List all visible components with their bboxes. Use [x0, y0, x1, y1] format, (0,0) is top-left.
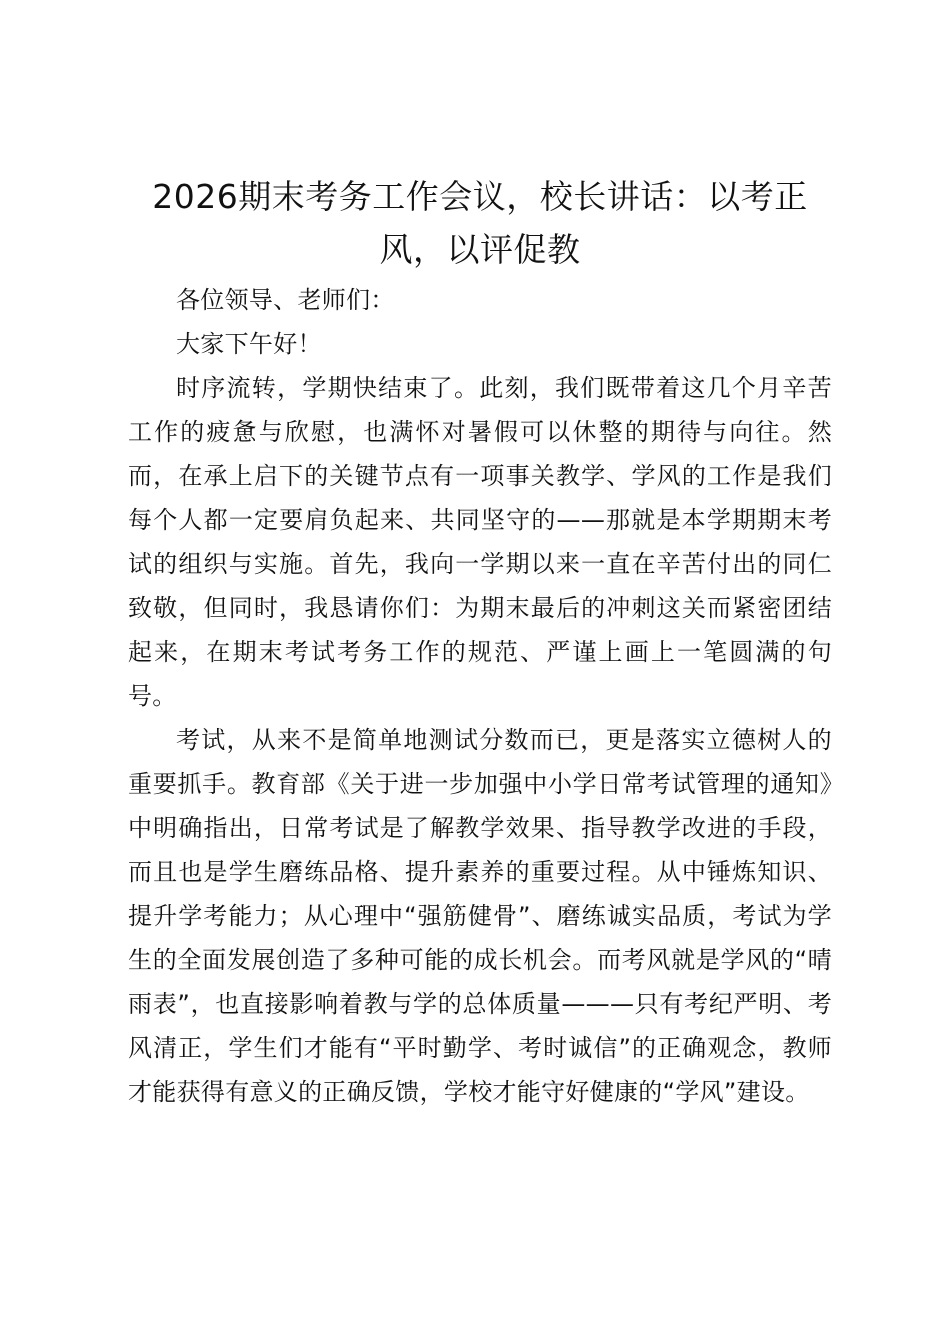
greeting: 大家下午好！: [176, 330, 322, 358]
document-body: [128, 170, 832, 1114]
body-paragraph-2: 考试，从来不是简单地测试分数而已，更是落实立德树人的重要抓手。教育部《关于进一步加强中小学日常考试管理的通知》中明确指出，日常考试是了解教学效果、指导教学改进的手段，而且也是学生磨练品格、提升素养的重要过程。从中锤炼知识、提升学考能力；从心理中“强筋健骨”、磨练诚实品质，考试为学生的全面发展创造了多种可能的成长机会。而考风就是学风的“晴雨表”，也直接影响着教与学的总体质量———只有考纪严明、考风清正，学生们才能有“平时勤学、考时诚信”的正确观念，教师才能获得有意义的正确反馈，学校才能守好健康的“学风”建设。: [128, 726, 832, 1106]
body-paragraph-1: 时序流转，学期快结束了。此刻，我们既带着这几个月辛苦工作的疲惫与欣慰，也满怀对暑假可以休整的期待与向往。然而，在承上启下的关键节点有一项事关教学、学风的工作是我们每个人都一定要肩负起来、共同坚守的——那就是本学期期末考试的组织与实施。首先，我向一学期以来一直在辛苦付出的同仁致敬，但同时，我恳请你们：为期末最后的冲刺这关而紧密团结起来，在期末考试考务工作的规范、严谨上画上一笔圆满的句号。: [128, 374, 832, 710]
salutation: 各位领导、老师们：: [176, 286, 395, 314]
document-title: 2026期末考务工作会议，校长讲话：以考正风，以评促教: [152, 177, 808, 269]
